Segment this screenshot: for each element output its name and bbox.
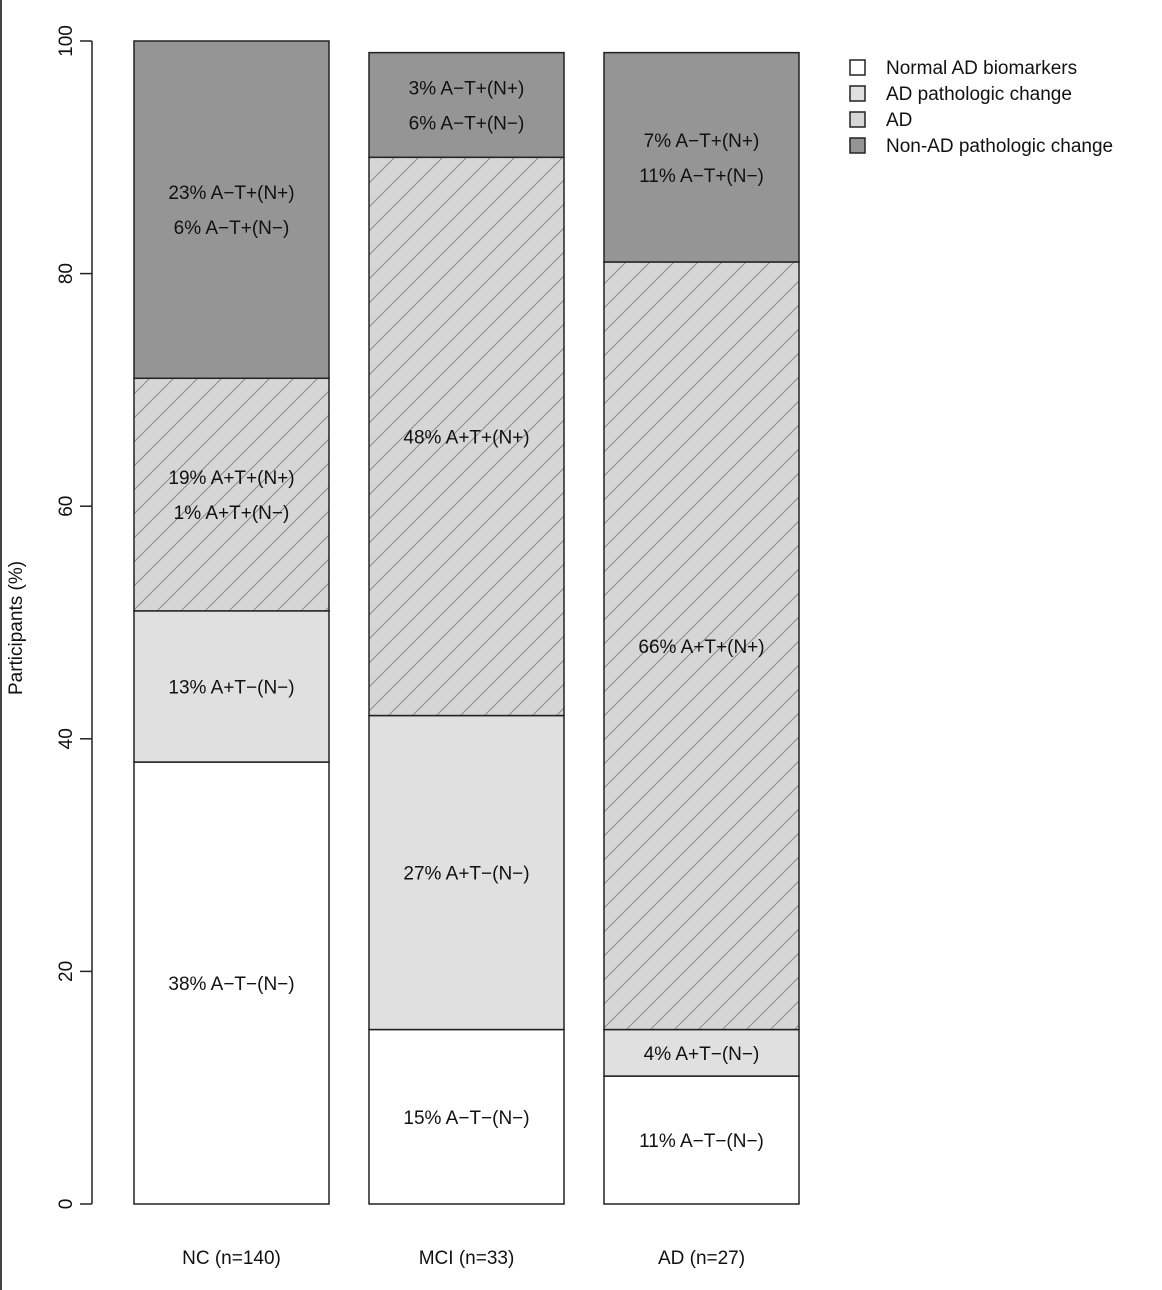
y-axis	[56, 25, 92, 1209]
data-label: 66% A+T+(N+)	[638, 636, 765, 658]
data-label: 3% A−T+(N+)	[408, 78, 525, 100]
legend-label: AD	[886, 110, 913, 131]
legend-swatch	[850, 112, 865, 127]
data-label: 27% A+T−(N−)	[403, 863, 530, 885]
x-tick-label: AD (n=27)	[657, 1248, 746, 1269]
legend-item	[850, 58, 1077, 79]
data-label: 19% A+T+(N+)	[168, 468, 295, 490]
data-label: 6% A−T+(N−)	[173, 218, 290, 240]
x-tick-label: NC (n=140)	[182, 1248, 281, 1269]
x-axis-tick-labels	[182, 1248, 745, 1269]
data-label: 7% A−T+(N+)	[643, 130, 760, 152]
bar-segment	[134, 378, 329, 611]
data-label: 4% A+T−(N−)	[643, 1043, 760, 1065]
data-label: 15% A−T−(N−)	[403, 1107, 530, 1129]
data-label: 23% A−T+(N+)	[168, 183, 295, 205]
legend-label: Non-AD pathologic change	[886, 136, 1114, 157]
legend-label: AD pathologic change	[886, 84, 1072, 105]
data-label: 6% A−T+(N−)	[408, 113, 525, 135]
bars	[134, 41, 799, 1204]
bar-group	[604, 53, 799, 1204]
y-tick-label: 20	[56, 960, 77, 982]
bar-group	[369, 53, 564, 1204]
legend-label: Normal AD biomarkers	[886, 58, 1078, 79]
bar-group	[134, 41, 329, 1204]
legend	[850, 58, 1113, 157]
data-label: 13% A+T−(N−)	[168, 677, 295, 699]
data-label: 1% A+T+(N−)	[173, 503, 290, 525]
x-tick-label: MCI (n=33)	[418, 1248, 515, 1269]
legend-item	[850, 110, 912, 131]
data-label: 11% A−T−(N−)	[639, 1131, 764, 1153]
legend-item	[850, 84, 1072, 105]
y-tick-label: 100	[56, 25, 77, 57]
legend-item	[850, 136, 1113, 157]
bar-segment	[369, 53, 564, 158]
y-tick-label: 0	[56, 1198, 77, 1210]
bar-segment	[134, 41, 329, 378]
y-axis-label: Participants (%)	[6, 560, 27, 696]
legend-swatch	[850, 60, 865, 75]
y-tick-label: 60	[56, 495, 77, 517]
data-label: 11% A−T+(N−)	[639, 165, 764, 187]
legend-swatch	[850, 138, 865, 153]
y-tick-label: 80	[56, 263, 77, 285]
y-tick-label: 40	[56, 728, 77, 750]
data-label: 38% A−T−(N−)	[168, 974, 295, 996]
data-label: 48% A+T+(N+)	[403, 427, 530, 449]
bar-segment	[604, 53, 799, 262]
legend-swatch	[850, 86, 865, 101]
